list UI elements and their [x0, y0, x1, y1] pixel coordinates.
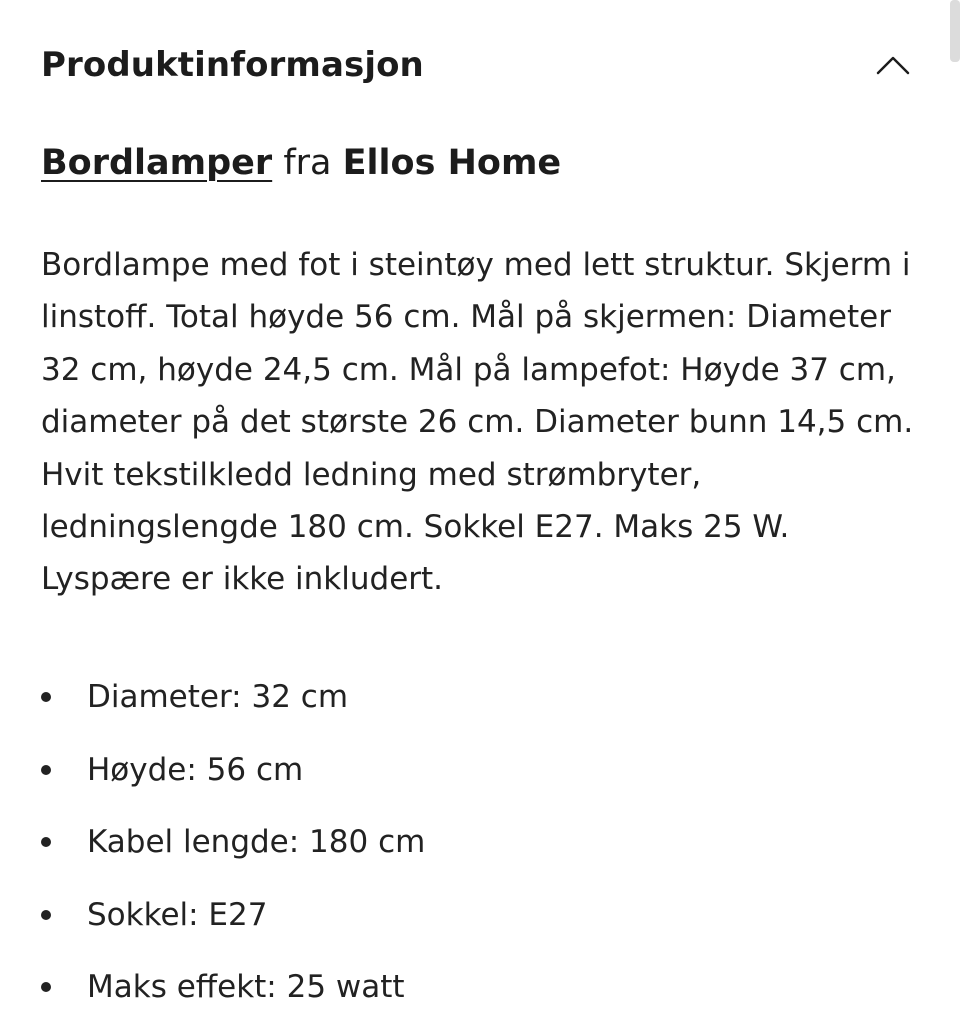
spec-item-text: Høyde: 56 cm: [87, 751, 304, 788]
spec-item-diameter: [41, 661, 425, 734]
scrollbar-thumb[interactable]: [950, 0, 960, 62]
description-line: ledningslengde 180 cm. Sokkel E27. Maks 25 W.: [41, 509, 790, 546]
bullet-icon: [41, 982, 51, 992]
spec-item-max-power: [41, 951, 425, 1024]
subtitle-connector: fra: [283, 143, 332, 183]
bullet-icon: [41, 910, 51, 920]
chevron-up-icon[interactable]: [873, 45, 913, 85]
spec-item-text: Kabel lengde: 180 cm: [87, 824, 426, 861]
product-description: [41, 239, 931, 606]
bullet-icon: [41, 692, 51, 702]
description-line: Hvit tekstilkledd ledning med strømbryter,: [41, 456, 702, 493]
spec-item-socket: [41, 879, 425, 952]
description-line: linstoff. Total høyde 56 cm. Mål på skjermen: Diameter: [41, 299, 891, 336]
brand-name: Ellos Home: [342, 143, 562, 183]
description-line: Bordlampe med fot i steintøy med lett struktur. Skjerm i: [41, 247, 911, 283]
bullet-icon: [41, 837, 51, 847]
bullet-icon: [41, 765, 51, 775]
spec-item-text: Maks effekt: 25 watt: [87, 969, 405, 1006]
product-info-accordion-header[interactable]: [41, 38, 921, 92]
spec-item-height: [41, 734, 425, 807]
category-link[interactable]: Bordlamper: [41, 143, 273, 183]
spec-item-text: Sokkel: E27: [87, 896, 268, 933]
product-subtitle: [41, 143, 561, 183]
spec-list: [41, 661, 425, 1024]
spec-item-cable-length: [41, 806, 425, 879]
section-title: Produktinformasjon: [41, 45, 424, 85]
description-line: Lyspære er ikke inkludert.: [41, 561, 444, 598]
description-line: 32 cm, høyde 24,5 cm. Mål på lampefot: Høyde 37 cm,: [41, 351, 896, 388]
description-line: diameter på det største 26 cm. Diameter bunn 14,5 cm.: [41, 404, 914, 441]
spec-item-text: Diameter: 32 cm: [87, 679, 349, 716]
